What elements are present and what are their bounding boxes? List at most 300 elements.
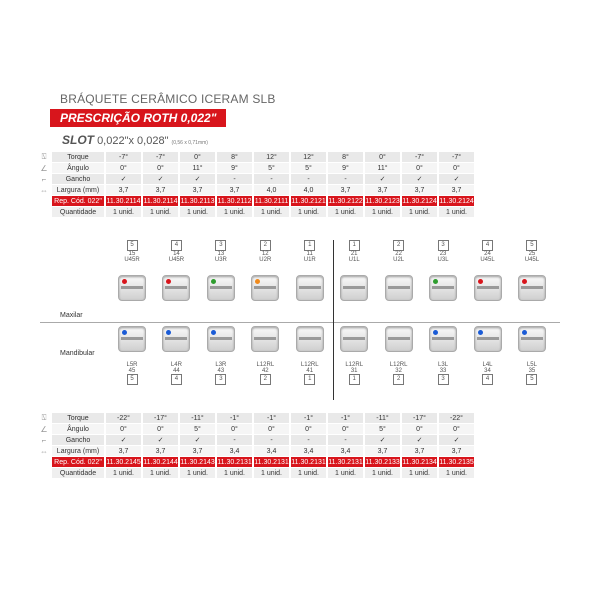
tooth-number: 45 bbox=[128, 368, 136, 374]
angulo-label: Ângulo bbox=[52, 424, 104, 434]
archwire-slot bbox=[210, 337, 232, 340]
upper-teeth-row bbox=[112, 240, 552, 301]
color-marker-dot bbox=[522, 330, 527, 335]
upper-row-ref bbox=[38, 196, 474, 206]
gancho-icon: ⌐ bbox=[41, 435, 47, 445]
bracket-code: L5R bbox=[126, 362, 138, 368]
color-marker-dot bbox=[211, 330, 216, 335]
largura-label: Largura (mm) bbox=[52, 446, 104, 456]
ref-cell: 11.30.2133 bbox=[365, 458, 400, 466]
quantidade-cell: 1 unid. bbox=[217, 207, 252, 217]
tooth-position-box: 3 bbox=[438, 240, 449, 251]
color-marker-dot bbox=[211, 279, 216, 284]
archwire-slot bbox=[121, 337, 143, 340]
ref-cell: 11.30.2112 bbox=[217, 197, 252, 205]
tooth-position-box: 2 bbox=[393, 374, 404, 385]
angulo-cell: 0° bbox=[439, 424, 474, 434]
largura-icon: ⇔ bbox=[40, 185, 48, 195]
tooth-column bbox=[156, 240, 196, 301]
tooth-number: 12 bbox=[261, 251, 269, 257]
lower-row-largura bbox=[38, 446, 474, 456]
ref-cell: 11.30.2113 bbox=[180, 197, 215, 205]
gancho-cell: - bbox=[291, 435, 326, 445]
bracket-image bbox=[251, 326, 279, 352]
angulo-cell: 0° bbox=[439, 163, 474, 173]
lower-row-angulo bbox=[38, 424, 474, 434]
ref-cell: 11.30.2131 bbox=[254, 458, 289, 466]
gancho-label: Gancho bbox=[52, 174, 104, 184]
largura-cell: 3,7 bbox=[106, 185, 141, 195]
largura-cell: 3,4 bbox=[254, 446, 289, 456]
gancho-cell: - bbox=[254, 435, 289, 445]
quantidade-cell: 1 unid. bbox=[365, 468, 400, 478]
ref-cell: 11.30.2144 bbox=[143, 458, 178, 466]
quantidade-cell: 1 unid. bbox=[291, 468, 326, 478]
tooth-position-box: 1 bbox=[349, 240, 360, 251]
angulo-cell: 0° bbox=[106, 424, 141, 434]
torque-label: Torque bbox=[52, 152, 104, 162]
gancho-cell: ✓ bbox=[365, 435, 400, 445]
gancho-cell: - bbox=[217, 435, 252, 445]
bracket-code: L3L bbox=[438, 362, 449, 368]
tooth-number: 11 bbox=[306, 251, 313, 257]
quantidade-icon bbox=[38, 207, 50, 217]
tooth-number: 42 bbox=[261, 368, 269, 374]
bracket-image bbox=[518, 275, 546, 301]
ref-cell: 11.30.2114 bbox=[143, 197, 178, 205]
ref-label: Rep. Cód. 022" bbox=[52, 457, 104, 467]
tooth-number: 33 bbox=[439, 368, 447, 374]
torque-cell: -1° bbox=[291, 413, 326, 423]
color-marker-dot bbox=[522, 279, 527, 284]
tooth-position-box: 5 bbox=[526, 240, 537, 251]
largura-cell: 4,0 bbox=[254, 185, 289, 195]
archwire-slot bbox=[432, 286, 454, 289]
gancho-label: Gancho bbox=[52, 435, 104, 445]
archwire-slot bbox=[477, 337, 499, 340]
angulo-cell: 9° bbox=[217, 163, 252, 173]
angulo-cell: 11° bbox=[180, 163, 215, 173]
archwire-slot bbox=[521, 337, 543, 340]
tooth-position-box: 3 bbox=[215, 374, 226, 385]
quantidade-cell: 1 unid. bbox=[143, 468, 178, 478]
quantidade-icon bbox=[38, 468, 50, 478]
largura-cell: 3,4 bbox=[328, 446, 363, 456]
bracket-code: U2R bbox=[259, 257, 272, 263]
upper-row-quantidade bbox=[38, 207, 474, 217]
gancho-cell: ✓ bbox=[365, 174, 400, 184]
color-marker-dot bbox=[433, 330, 438, 335]
quantidade-cell: 1 unid. bbox=[180, 468, 215, 478]
largura-cell: 3,7 bbox=[365, 446, 400, 456]
upper-row-largura bbox=[38, 185, 474, 195]
quantidade-label: Quantidade bbox=[52, 468, 104, 478]
tooth-number: 44 bbox=[173, 368, 180, 374]
archwire-slot bbox=[165, 337, 187, 340]
largura-cell: 3,7 bbox=[180, 185, 215, 195]
torque-icon: ⍂ bbox=[41, 152, 47, 161]
quantidade-cell: 1 unid. bbox=[217, 468, 252, 478]
slot-mm: (0,56 x 0,71mm) bbox=[171, 140, 208, 146]
tooth-number: 13 bbox=[217, 251, 225, 257]
bracket-code: L12RL bbox=[256, 362, 275, 368]
color-marker-dot bbox=[166, 330, 171, 335]
bracket-image bbox=[118, 275, 146, 301]
tooth-column bbox=[468, 326, 508, 385]
largura-cell: 3,7 bbox=[439, 185, 474, 195]
arch-divider bbox=[40, 322, 560, 323]
gancho-cell: ✓ bbox=[143, 174, 178, 184]
quantidade-cell: 1 unid. bbox=[106, 207, 141, 217]
archwire-slot bbox=[432, 337, 454, 340]
largura-icon: ⇔ bbox=[40, 446, 48, 456]
quantidade-cell: 1 unid. bbox=[254, 207, 289, 217]
color-marker-dot bbox=[255, 279, 260, 284]
largura-cell: 4,0 bbox=[291, 185, 326, 195]
ref-cell: 11.30.2123 bbox=[365, 197, 400, 205]
torque-cell: -17° bbox=[143, 413, 178, 423]
archwire-slot bbox=[299, 286, 321, 289]
torque-cell: 8° bbox=[217, 152, 252, 162]
archwire-slot bbox=[210, 286, 232, 289]
torque-icon: ⍂ bbox=[41, 413, 47, 422]
gancho-cell: - bbox=[254, 174, 289, 184]
tooth-position-box: 4 bbox=[482, 374, 493, 385]
angulo-cell: 0° bbox=[254, 424, 289, 434]
slot-label: SLOT bbox=[62, 133, 94, 147]
tooth-number: 23 bbox=[439, 251, 447, 257]
tooth-number: 41 bbox=[306, 368, 314, 374]
quantidade-cell: 1 unid. bbox=[180, 207, 215, 217]
ref-cell: 11.30.2114 bbox=[106, 197, 141, 205]
bracket-code: U2L bbox=[393, 257, 405, 263]
bracket-code: U1R bbox=[303, 257, 316, 263]
quantidade-cell: 1 unid. bbox=[254, 468, 289, 478]
tooth-column bbox=[423, 240, 463, 301]
archwire-slot bbox=[254, 286, 276, 289]
tooth-column bbox=[290, 326, 330, 385]
tooth-number: 15 bbox=[128, 251, 136, 257]
angulo-icon: ∠ bbox=[40, 163, 48, 173]
ref-cell: 11.30.2121 bbox=[291, 197, 326, 205]
archwire-slot bbox=[343, 337, 365, 340]
ref-cell: 11.30.2135 bbox=[439, 458, 474, 466]
color-marker-dot bbox=[166, 279, 171, 284]
tooth-position-box: 2 bbox=[393, 240, 404, 251]
bracket-image bbox=[207, 275, 235, 301]
largura-cell: 3,7 bbox=[439, 446, 474, 456]
ref-label: Rep. Cód. 022" bbox=[52, 196, 104, 206]
torque-cell: -11° bbox=[180, 413, 215, 423]
quantidade-cell: 1 unid. bbox=[106, 468, 141, 478]
angulo-cell: 0° bbox=[143, 163, 178, 173]
torque-cell: 0° bbox=[180, 152, 215, 162]
tooth-position-box: 2 bbox=[260, 240, 271, 251]
tooth-number: 24 bbox=[484, 251, 491, 257]
torque-cell: -7° bbox=[106, 152, 141, 162]
tooth-column bbox=[290, 240, 330, 301]
ref-cell: 11.30.2124 bbox=[402, 197, 437, 205]
tooth-position-box: 3 bbox=[438, 374, 449, 385]
largura-cell: 3,7 bbox=[217, 185, 252, 195]
bracket-image bbox=[518, 326, 546, 352]
quantidade-cell: 1 unid. bbox=[291, 207, 326, 217]
bracket-code: L12RL bbox=[345, 362, 364, 368]
bracket-code: L5L bbox=[526, 362, 537, 368]
angulo-cell: 9° bbox=[328, 163, 363, 173]
largura-cell: 3,7 bbox=[402, 185, 437, 195]
gancho-cell: ✓ bbox=[402, 174, 437, 184]
tooth-column bbox=[379, 326, 419, 385]
gancho-cell: ✓ bbox=[180, 174, 215, 184]
bracket-code: L12RL bbox=[300, 362, 319, 368]
largura-label: Largura (mm) bbox=[52, 185, 104, 195]
gancho-cell: ✓ bbox=[180, 435, 215, 445]
angulo-cell: 0° bbox=[217, 424, 252, 434]
torque-cell: 0° bbox=[365, 152, 400, 162]
bracket-image bbox=[118, 326, 146, 352]
tooth-column bbox=[379, 240, 419, 301]
tooth-position-box: 1 bbox=[349, 374, 360, 385]
largura-cell: 3,7 bbox=[180, 446, 215, 456]
torque-label: Torque bbox=[52, 413, 104, 423]
gancho-cell: ✓ bbox=[439, 435, 474, 445]
angulo-cell: 0° bbox=[291, 424, 326, 434]
archwire-slot bbox=[477, 286, 499, 289]
bracket-image bbox=[340, 326, 368, 352]
bracket-image bbox=[340, 275, 368, 301]
upper-row-angulo bbox=[38, 163, 474, 173]
maxilar-label: Maxilar bbox=[60, 312, 83, 319]
ref-cell: 11.30.2122 bbox=[328, 197, 363, 205]
tooth-column bbox=[468, 240, 508, 301]
archwire-slot bbox=[165, 286, 187, 289]
bracket-code: L4R bbox=[170, 362, 182, 368]
bracket-image bbox=[474, 326, 502, 352]
tooth-position-box: 4 bbox=[171, 374, 182, 385]
color-marker-dot bbox=[122, 279, 127, 284]
torque-cell: -1° bbox=[328, 413, 363, 423]
tooth-number: 21 bbox=[350, 251, 358, 257]
gancho-cell: - bbox=[291, 174, 326, 184]
quantidade-label: Quantidade bbox=[52, 207, 104, 217]
bracket-image bbox=[385, 326, 413, 352]
quantidade-cell: 1 unid. bbox=[439, 207, 474, 217]
bracket-code: U45L bbox=[524, 257, 540, 263]
tooth-column bbox=[512, 240, 552, 301]
angulo-cell: 0° bbox=[143, 424, 178, 434]
angulo-cell: 11° bbox=[365, 163, 400, 173]
mandibular-label: Mandibular bbox=[60, 350, 95, 357]
bracket-code: U3R bbox=[214, 257, 227, 263]
torque-cell: -7° bbox=[402, 152, 437, 162]
tooth-column bbox=[512, 326, 552, 385]
tooth-column bbox=[201, 326, 241, 385]
gancho-cell: - bbox=[217, 174, 252, 184]
tooth-position-box: 1 bbox=[304, 374, 315, 385]
tooth-position-box: 4 bbox=[171, 240, 182, 251]
color-marker-dot bbox=[478, 330, 483, 335]
bracket-image bbox=[296, 275, 324, 301]
angulo-cell: 5° bbox=[254, 163, 289, 173]
quantidade-cell: 1 unid. bbox=[365, 207, 400, 217]
color-marker-dot bbox=[122, 330, 127, 335]
archwire-slot bbox=[343, 286, 365, 289]
quantidade-cell: 1 unid. bbox=[143, 207, 178, 217]
angulo-icon: ∠ bbox=[40, 424, 48, 434]
torque-cell: -17° bbox=[402, 413, 437, 423]
largura-cell: 3,7 bbox=[365, 185, 400, 195]
ref-cell: 11.30.2131 bbox=[291, 458, 326, 466]
angulo-cell: 5° bbox=[365, 424, 400, 434]
quantidade-cell: 1 unid. bbox=[439, 468, 474, 478]
bracket-code: L12RL bbox=[389, 362, 408, 368]
bracket-code: U3L bbox=[437, 257, 449, 263]
ref-cell: 11.30.2124 bbox=[439, 197, 474, 205]
angulo-cell: 0° bbox=[402, 163, 437, 173]
color-marker-dot bbox=[478, 279, 483, 284]
tooth-column bbox=[245, 326, 285, 385]
torque-cell: 8° bbox=[328, 152, 363, 162]
torque-cell: -1° bbox=[217, 413, 252, 423]
bracket-code: U1L bbox=[348, 257, 360, 263]
ref-icon bbox=[38, 196, 50, 206]
tooth-column bbox=[201, 240, 241, 301]
tooth-column bbox=[156, 326, 196, 385]
page-title: BRÁQUETE CERÂMICO ICERAM SLB bbox=[60, 92, 276, 106]
tooth-position-box: 5 bbox=[127, 374, 138, 385]
torque-cell: -7° bbox=[143, 152, 178, 162]
lower-spec-table bbox=[36, 412, 476, 479]
tooth-position-box: 1 bbox=[304, 240, 315, 251]
archwire-slot bbox=[521, 286, 543, 289]
tooth-column bbox=[245, 240, 285, 301]
slot-spec bbox=[62, 133, 208, 147]
angulo-cell: 5° bbox=[291, 163, 326, 173]
tooth-number: 14 bbox=[173, 251, 180, 257]
bracket-code: U45L bbox=[480, 257, 495, 263]
upper-spec-table bbox=[36, 151, 476, 218]
tooth-number: 22 bbox=[395, 251, 402, 257]
prescription-banner: PRESCRIÇÃO ROTH 0,022" bbox=[50, 109, 226, 127]
quantidade-cell: 1 unid. bbox=[328, 468, 363, 478]
tooth-position-box: 2 bbox=[260, 374, 271, 385]
largura-cell: 3,4 bbox=[217, 446, 252, 456]
torque-cell: 12° bbox=[291, 152, 326, 162]
tooth-column bbox=[334, 326, 374, 385]
gancho-cell: - bbox=[328, 174, 363, 184]
bracket-image bbox=[296, 326, 324, 352]
color-marker-dot bbox=[433, 279, 438, 284]
largura-cell: 3,7 bbox=[143, 185, 178, 195]
bracket-image bbox=[429, 326, 457, 352]
tooth-column bbox=[423, 326, 463, 385]
bracket-image bbox=[474, 275, 502, 301]
gancho-cell: ✓ bbox=[402, 435, 437, 445]
largura-cell: 3,7 bbox=[143, 446, 178, 456]
bracket-image bbox=[251, 275, 279, 301]
torque-cell: -11° bbox=[365, 413, 400, 423]
tooth-position-box: 4 bbox=[482, 240, 493, 251]
bracket-code: U45R bbox=[124, 257, 140, 263]
bracket-code: L3R bbox=[215, 362, 227, 368]
tooth-number: 25 bbox=[528, 251, 536, 257]
archwire-slot bbox=[121, 286, 143, 289]
bracket-image bbox=[429, 275, 457, 301]
angulo-cell: 5° bbox=[180, 424, 215, 434]
lower-row-torque bbox=[38, 413, 474, 423]
tooth-column bbox=[112, 326, 152, 385]
largura-cell: 3,7 bbox=[106, 446, 141, 456]
gancho-cell: ✓ bbox=[439, 174, 474, 184]
slot-size: 0,022"x 0,028" bbox=[97, 135, 169, 147]
archwire-slot bbox=[388, 337, 410, 340]
bracket-image bbox=[162, 275, 190, 301]
quantidade-cell: 1 unid. bbox=[328, 207, 363, 217]
gancho-cell: - bbox=[328, 435, 363, 445]
lower-row-quantidade bbox=[38, 468, 474, 478]
tooth-column bbox=[112, 240, 152, 301]
tooth-number: 32 bbox=[395, 368, 402, 374]
ref-cell: 11.30.2145 bbox=[106, 458, 141, 466]
upper-row-gancho bbox=[38, 174, 474, 184]
tooth-column bbox=[334, 240, 374, 301]
upper-row-torque bbox=[38, 152, 474, 162]
angulo-cell: 0° bbox=[106, 163, 141, 173]
quantidade-cell: 1 unid. bbox=[402, 468, 437, 478]
torque-cell: -22° bbox=[439, 413, 474, 423]
largura-cell: 3,7 bbox=[402, 446, 437, 456]
quantidade-cell: 1 unid. bbox=[402, 207, 437, 217]
archwire-slot bbox=[299, 337, 321, 340]
archwire-slot bbox=[388, 286, 410, 289]
bracket-code: L4L bbox=[482, 362, 493, 368]
gancho-cell: ✓ bbox=[143, 435, 178, 445]
tooth-number: 43 bbox=[217, 368, 225, 374]
largura-cell: 3,4 bbox=[291, 446, 326, 456]
ref-cell: 11.30.2134 bbox=[402, 458, 437, 466]
tooth-number: 34 bbox=[484, 368, 491, 374]
angulo-cell: 0° bbox=[402, 424, 437, 434]
bracket-code: U45R bbox=[168, 257, 185, 263]
ref-icon bbox=[38, 457, 50, 467]
gancho-cell: ✓ bbox=[106, 435, 141, 445]
tooth-number: 35 bbox=[528, 368, 536, 374]
torque-cell: -1° bbox=[254, 413, 289, 423]
tooth-number: 31 bbox=[350, 368, 358, 374]
lower-row-ref bbox=[38, 457, 474, 467]
tooth-position-box: 3 bbox=[215, 240, 226, 251]
torque-cell: -7° bbox=[439, 152, 474, 162]
ref-cell: 11.30.2143 bbox=[180, 458, 215, 466]
ref-cell: 11.30.2131 bbox=[217, 458, 252, 466]
archwire-slot bbox=[254, 337, 276, 340]
lower-row-gancho bbox=[38, 435, 474, 445]
gancho-cell: ✓ bbox=[106, 174, 141, 184]
lower-teeth-row bbox=[112, 326, 552, 385]
ref-cell: 11.30.2131 bbox=[328, 458, 363, 466]
torque-cell: 12° bbox=[254, 152, 289, 162]
angulo-label: Ângulo bbox=[52, 163, 104, 173]
torque-cell: -22° bbox=[106, 413, 141, 423]
bracket-image bbox=[207, 326, 235, 352]
ref-cell: 11.30.2111 bbox=[254, 197, 289, 205]
bracket-image bbox=[385, 275, 413, 301]
gancho-icon: ⌐ bbox=[41, 174, 47, 184]
bracket-image bbox=[162, 326, 190, 352]
angulo-cell: 0° bbox=[328, 424, 363, 434]
largura-cell: 3,7 bbox=[328, 185, 363, 195]
